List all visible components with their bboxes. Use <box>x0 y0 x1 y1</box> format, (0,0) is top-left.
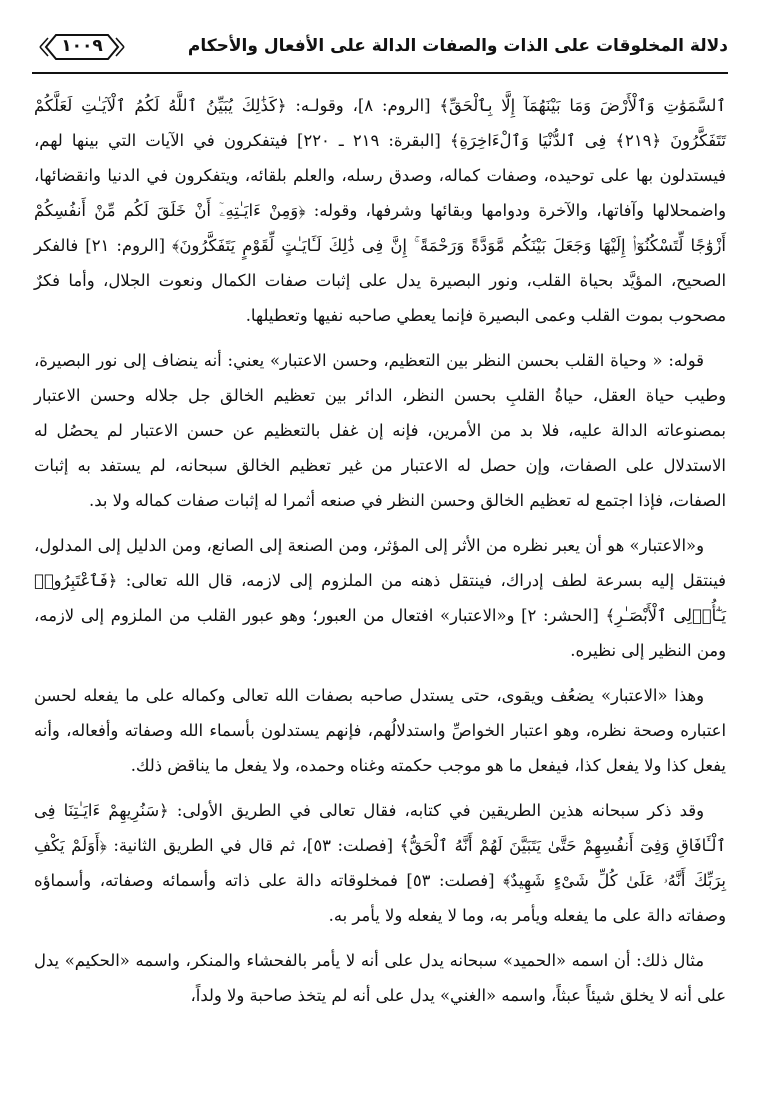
paragraph-4: وهذا «الاعتبار» يضعُف ويقوى، حتى يستدل صاحبه بصفات الله تعالى وكماله على ما يفعله لحسن اعتباره وصحة نظره، وهو اعتبار الخواصِّ واستدلالُهم، فإنهم يستدلون بأسماء الله وصفاته وأفعاله، وأنه يفعل كذا ولا يفعل كذا، فيفعل ما هو موجب حكمته وغناه وحمده، ولا يفعل ما يناقض ذلك. <box>34 686 726 775</box>
paragraph-6: مثال ذلك: أن اسمه «الحميد» سبحانه يدل على أنه لا يأمر بالفحشاء والمنكر، واسمه «الحكيم» يدل على أنه لا يخلق شيئاً عبثاً، واسمه «الغني» يدل على أنه لم يتخذ صاحبة ولا ولداً، <box>34 951 726 1005</box>
paragraph-1: ٱلسَّمَوَٰتِ وَٱلْأَرْضَ وَمَا بَيْنَهُمَآ إِلَّا بِٱلْحَقِّ﴾ [الروم: ٨]، وقولـه: ﴿كَذَٰلِكَ يُبَيِّنُ ٱللَّهُ لَكُمُ ٱلْآيَـٰتِ لَعَلَّكُمْ تَتَفَكَّرُونَ ﴿٢١٩﴾ فِى ٱلدُّنْيَا وَٱلْءَاخِرَةِ﴾ [البقرة: ٢١٩ ـ ٢٢٠] فيتفكرون في الآيات التي بينها لهم، فيستدلون بها على توحيده، وصفات كماله، وصدق رسله، والعلم بلقائه، ويتفكرون في الدنيا وانقضائها، واضمحلالها وآفاتها، والآخرة ودوامها وبقائها وشرفها، وقوله: ﴿وَمِنْ ءَايَـٰتِهِۦٓ أَنْ خَلَقَ لَكُم مِّنْ أَنفُسِكُمْ أَزْوَٰجًا لِّتَسْكُنُوٓا۟ إِلَيْهَا وَجَعَلَ بَيْنَكُم مَّوَدَّةً وَرَحْمَةً ۚ إِنَّ فِى ذَٰلِكَ لَـَٔايَـٰتٍ لِّقَوْمٍ يَتَفَكَّرُونَ﴾ [الروم: ٢١] فالفكر الصحيح، المؤيَّد بحياة القلب، ونور البصيرة يدل على إثبات صفات الكمال ونعوت الجلال، وأما فكرٌ مصحوب بموت القلب وعمى البصيرة فإنما يعطي صاحبه نفيها وتعطيلها. <box>34 96 726 325</box>
paragraph-3: و«الاعتبار» هو أن يعبر نظره من الأثر إلى المؤثر، ومن الصنعة إلى الصانع، ومن الدليل إلى المدلول، فينتقل إليه بسرعة لطف إدراك، فينتقل ذهنه من الملزوم إلى لازمه، قال الله تعالى: ﴿فَٱعْتَبِرُوا۟ يَـٰٓأُو۟لِى ٱلْأَبْصَـٰرِ﴾ [الحشر: ٢] و«الاعتبار» افتعال من العبور؛ وهو عبور القلب من الملزوم إلى لازمه، ومن النظير إلى نظيره. <box>34 536 726 660</box>
header-divider <box>32 72 728 74</box>
paragraph-2: قوله: « وحياة القلب بحسن النظر بين التعظيم، وحسن الاعتبار» يعني: أنه ينضاف إلى نور البصيرة، وطيب حياة العقل، حياةُ القلبِ بحسن النظر، الدائر بين تعظيم الخالق جل جلاله وحسن الاعتبار بمصنوعاته الدالة عليه، فلا بد من الأمرين، فإنه إن غفل بالتعظيم عن حسن الاعتبار لم يحصُل له الاستدلال على الصفات، وإن حصل له الاعتبار من غير تعظيم الخالق سبحانه، لم يستفد به إثبات الصفات، فإذا اجتمع له تعظيم الخالق وحسن النظر في صنعه أثمرا له إثبات صفات كماله ولا بد. <box>34 351 726 510</box>
paragraph-5: وقد ذكر سبحانه هذين الطريقين في كتابه، فقال تعالى في الطريق الأولى: ﴿سَنُرِيهِمْ ءَايَـٰتِنَا فِى ٱلْـَٔافَاقِ وَفِىٓ أَنفُسِهِمْ حَتَّىٰ يَتَبَيَّنَ لَهُمْ أَنَّهُ ٱلْحَقُّ﴾ [فصلت: ٥٣]، ثم قال في الطريق الثانية: ﴿أَوَلَمْ يَكْفِ بِرَبِّكَ أَنَّهُۥ عَلَىٰ كُلِّ شَىْءٍ شَهِيدٌ﴾ [فصلت: ٥٣] فمخلوقاته دالة على ذاته وأسمائه وصفاته، وأسماؤه وصفاته دالة على ما يفعله ويأمر به، وما لا يفعله ولا يأمر به. <box>34 801 726 925</box>
page-body <box>34 88 726 1023</box>
page-number: ١٠٠٩ <box>61 36 103 56</box>
header-title: دلالة المخلوقات على الذات والصفات الدالة على الأفعال والأحكام <box>187 36 728 56</box>
running-header <box>32 26 728 72</box>
page-number-badge <box>38 32 126 62</box>
